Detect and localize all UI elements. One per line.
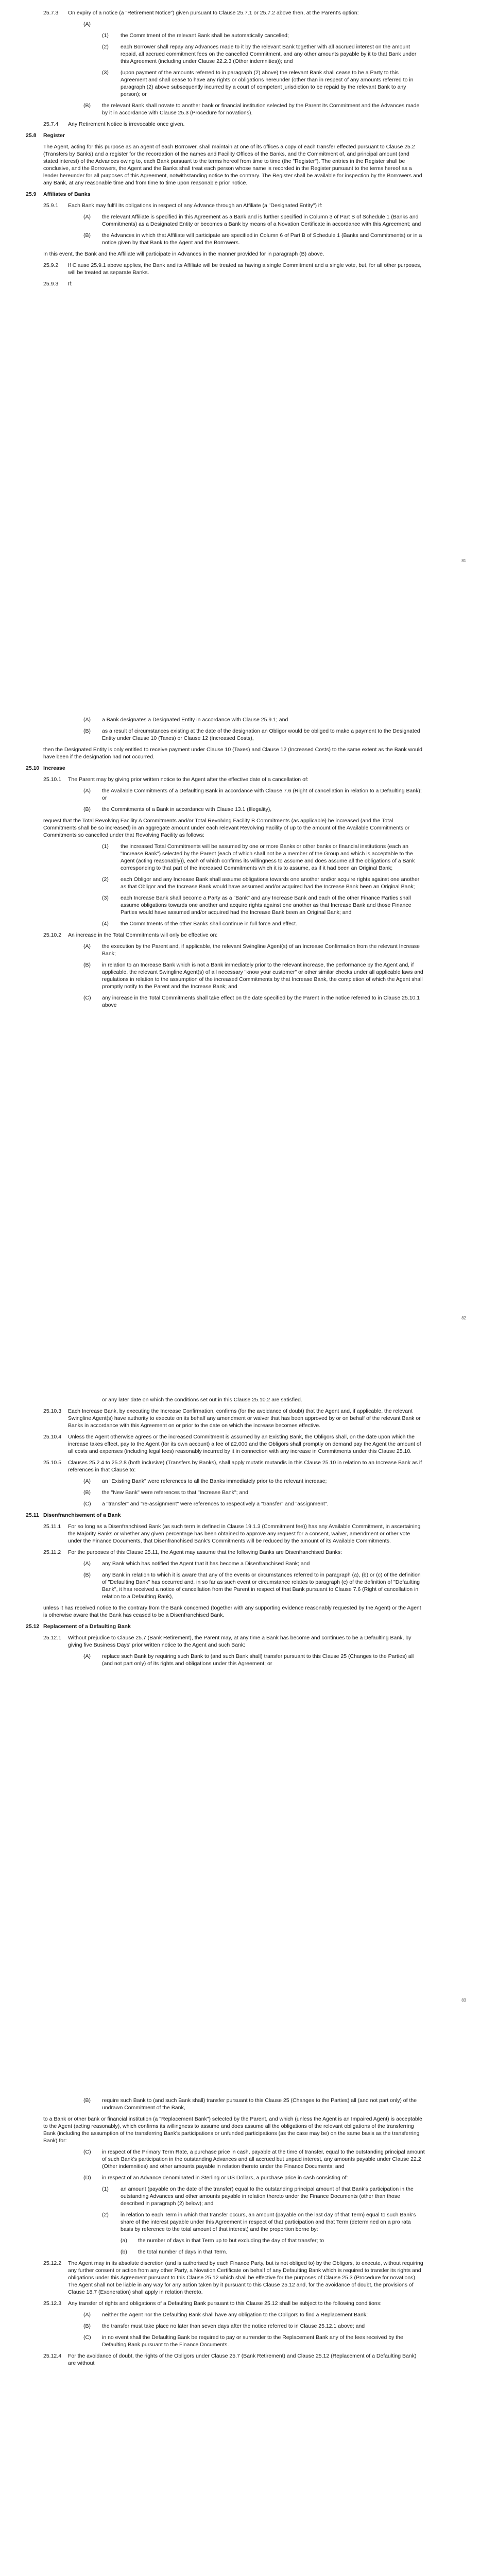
clause-item xyxy=(26,943,425,957)
page-number: 82 xyxy=(461,1316,466,1320)
clause-item xyxy=(26,787,425,802)
clause-number: 25.10.4 xyxy=(43,1434,62,1440)
clause-text: each Obligor and any Increase Bank shall assume obligations towards one another and/or acquire rights against one another as that Obligor and the Increase Bank would have assumed and/or acquired had the Increase Bank been an Original Bank; xyxy=(121,876,420,890)
clause-item xyxy=(26,121,425,128)
clause-text: the transfer must take place no later than seven days after the notice referred to in Clause 25.12.1 above; and xyxy=(102,2323,365,2329)
clause-text: each Borrower shall repay any Advances made to it by the relevant Bank together with all accrued interest on the amount repaid, all accrued commitment fees on the cancelled Commitment, and any other amounts payable by it to that Bank under this Agreement (including under Clause 22.2.3 (Other indemnities)); and xyxy=(121,44,417,64)
clause-number: (B) xyxy=(83,1572,91,1578)
page-body xyxy=(26,0,425,287)
clause-text: any Bank which has notified the Agent that it has become a Disenfranchised Bank; and xyxy=(102,1561,310,1567)
clause-text: the increased Total Commitments will be assumed by one or more Banks or other banks or financial institutions (each an "Increase Bank") selected by the Parent (each of which shall not be a member of the Group and which is acceptable to the Agent (acting reasonably)), each of which confirms its willingness to assume and does assume all the obligations of a Bank corresponding to that part of the increased Commitments which it is to assume, as if it had been an Original Bank; xyxy=(121,843,415,871)
clause-text: a Bank designates a Designated Entity in accordance with Clause 25.9.1; and xyxy=(102,717,288,723)
clause-text: any increase in the Total Commitments shall take effect on the date specified by the Parent in the notice referred to in Clause 25.10.1 above xyxy=(102,995,420,1008)
clause-item xyxy=(26,9,425,16)
page-body xyxy=(26,1391,425,1667)
clause-text: Without prejudice to Clause 25.7 (Bank Retirement), the Parent may, at any time a Bank has become and continues to be a Defaulting Bank, by giving five Business Days' prior written notice to the Agent and such Bank: xyxy=(68,1635,412,1648)
clause-number: (B) xyxy=(83,2323,91,2329)
clause-item xyxy=(26,1500,425,1507)
clause-text: in relation to an Increase Bank which is not a Bank immediately prior to the relevant increase, the performance by the Agent and, if applicable, the relevant Swingline Agent(s) of all necessary "know your customer" or other similar checks under all applicable laws and regulations in relation to the assumption of the increased Commitments by that Increase Bank, the completion of which the Agent shall promptly notify to the Parent and the Increase Bank; and xyxy=(102,962,423,990)
clause-number: 25.7.4 xyxy=(43,121,59,127)
page-number: 81 xyxy=(461,558,466,563)
clause-number: (C) xyxy=(83,995,91,1001)
clause-item xyxy=(26,2211,425,2233)
clause-item xyxy=(26,894,425,916)
clause-number xyxy=(83,1396,102,1403)
clause-text: Clauses 25.2.4 to 25.2.8 (both inclusive) (Transfers by Banks), shall apply mutatis mutandis in this Clause 25.10 in relation to an Increase Bank as if references in that Clause to: xyxy=(68,1460,422,1473)
clause-number: (B) xyxy=(83,103,91,109)
document-page-1 xyxy=(0,0,497,577)
clause-number: (B) xyxy=(83,728,91,734)
clause-number: (A) xyxy=(83,2312,91,2318)
clause-number: (b) xyxy=(121,2249,127,2255)
clause-item xyxy=(26,2311,425,2318)
clause-text: For so long as a Disenfranchised Bank (as such term is defined in Clause 19.1.3 (Commitment fee)) has any Available Commitment, in ascertaining the Majority Banks or whether any given percentage has been obtained to approve any request for a consent, waiver, amendment or other vote under the Finance Documents, that Disenfranchised Bank's Commitments will be reduced by the amount of its Available Commitments. xyxy=(68,1523,421,1544)
clause-heading xyxy=(26,765,425,772)
body-paragraph: In this event, the Bank and the Affiliate will participate in Advances in the manner provided for in paragraph (B) above. xyxy=(43,251,324,257)
clause-number: 25.12.1 xyxy=(43,1635,62,1641)
clause-text xyxy=(102,21,425,28)
clause-number: (B) xyxy=(83,2097,91,2104)
clause-text: (upon payment of the amounts referred to in paragraph (2) above) the relevant Bank shall cease to be a Party to this Agreement and shall cease to have any rights or obligations hereunder (other than in respect of any amounts referred to in paragraph (2) above subsequently incurred by a court of competent jurisdiction to be repaid by the relevant Bank to any person); or xyxy=(121,70,414,97)
clause-item xyxy=(26,213,425,228)
page-body xyxy=(26,2092,425,2367)
clause-text: as a result of circumstances existing at the date of the designation an Obligor would be obliged to make a payment to the Designated Entity under Clause 10 (Taxes) or Clause 12 (Increased Costs), xyxy=(102,728,420,741)
clause-item xyxy=(26,2352,425,2367)
clause-item xyxy=(26,2323,425,2330)
clause-text: Each Bank may fulfil its obligations in respect of any Advance through an Affiliate (a "Designated Entity") if: xyxy=(68,202,323,209)
clause-item xyxy=(26,1634,425,1649)
clause-text: Unless the Agent otherwise agrees or the increased Commitment is assumed by an Existing Bank, the Obligors shall, on the date upon which the increase takes effect, pay to the Agent (for its own account) a fee of £2,000 and the Obligors shall promptly on demand pay the Agent the amount of all costs and expenses (including legal fees) reasonably incurred by it in connection with any increase in Commitments under this Clause 25.10. xyxy=(68,1434,421,1454)
clause-number: (C) xyxy=(83,2149,91,2155)
clause-item xyxy=(26,1571,425,1600)
clause-text: the execution by the Parent and, if applicable, the relevant Swingline Agent(s) of an Increase Confirmation from the relevant Increase Bank; xyxy=(102,943,420,957)
body-paragraph: The Agent, acting for this purpose as an agent of each Borrower, shall maintain at one of its offices a copy of each transfer effected pursuant to Clause 25.2 (Transfers by Banks) and a register for the recordation of the names and Facility Offices of the Banks, and the Commitment of, and principal amount (and stated interest) of the Advances owing to, each Bank pursuant to the terms hereof from time to time (the "Register"). The entries in the Register shall be conclusive, and the Borrowers, the Agent and the Banks shall treat each person whose name is recorded in the Register pursuant to the terms hereof as a lender hereunder for all purposes of this Agreement, notwithstanding notice to the contrary. The Register shall be available for inspection by the Borrowers and any Bank, at any reasonable time and from time to time upon reasonable prior notice. xyxy=(43,144,422,186)
clause-title: Affiliates of Banks xyxy=(43,191,91,197)
clause-number: 25.8 xyxy=(26,132,37,139)
clause-title: Increase xyxy=(43,765,65,771)
clause-text: If Clause 25.9.1 above applies, the Bank and its Affiliate will be treated as having a single Commitment and a single vote, but, for all other purposes, will be treated as separate Banks. xyxy=(68,262,422,276)
clause-item xyxy=(26,202,425,209)
clause-text: in respect of the Primary Term Rate, a purchase price in cash, payable at the time of transfer, equal to the outstanding principal amount of such Bank's participation in the outstanding Advances and all accrued but unpaid interest, any amounts payable under Clause 22.2 (Other indemnities) and other amounts payable in relation thereto under the Finance Documents; and xyxy=(102,2149,425,2170)
clause-number: 25.12 xyxy=(26,1623,40,1630)
clause-text: the total number of days in that Term. xyxy=(138,2249,228,2255)
body-paragraph: unless it has received notice to the contrary from the Bank concerned (together with any supporting evidence reasonably requested by the Agent) or the Agent is otherwise aware that the Bank has ceased to be a Disenfranchised Bank. xyxy=(43,1605,421,1618)
clause-text: the Commitment of the relevant Bank shall be automatically cancelled; xyxy=(121,32,289,39)
clause-text: the number of days in that Term up to but excluding the day of that transfer; to xyxy=(138,2238,324,2244)
body-paragraph: request that the Total Revolving Facility A Commitments and/or Total Revolving Facility B Commitments (as applicable) be increased (and the Total Commitments shall be so increased) in an aggregate amount under each relevant Revolving Facility of up to the amount of the Available Commitments or Commitments so cancelled under that Revolving Facility as follows: xyxy=(43,818,410,838)
clause-item xyxy=(26,776,425,783)
clause-title: Disenfranchisement of a Bank xyxy=(43,1512,121,1518)
clause-text: in no event shall the Defaulting Bank be required to pay or surrender to the Replacement Bank any of the fees received by the Defaulting Bank pursuant to the Finance Documents. xyxy=(102,2334,403,2348)
clause-number: (2) xyxy=(102,876,109,883)
clause-text: the Advances in which that Affiliate will participate are specified in Column 6 of Part B of Schedule 1 (Banks and Commitments) or in a notice given by that Bank to the Agent and the Borrowers. xyxy=(102,232,422,246)
clause-text: an amount (payable on the date of the transfer) equal to the outstanding principal amount of that Bank's participation in the outstanding Advances and other amounts payable in relation thereto under the Finance Documents (other than those described in paragraph (2) below); and xyxy=(121,2186,414,2207)
clause-item xyxy=(26,876,425,890)
clause-text: Each Increase Bank, by executing the Increase Confirmation, confirms (for the avoidance of doubt) that the Agent and, if applicable, the relevant Swingline Agent(s) have authority to execute on its behalf any amendment or waiver that has been approved by or on behalf of the relevant Bank or Banks in accordance with this Agreement on or prior to the date on which the increase becomes effective. xyxy=(68,1408,421,1429)
clause-item xyxy=(26,32,425,39)
clause-item xyxy=(26,280,425,287)
clause-item xyxy=(26,2185,425,2207)
clause-number: (3) xyxy=(102,70,109,76)
clause-number: 25.11.1 xyxy=(43,1523,61,1530)
clause-text: the relevant Bank shall novate to another bank or financial institution selected by the Parent its Commitment and the Advances made by it in accordance with Clause 25.3 (Procedure for novations). xyxy=(102,103,420,116)
body-paragraph: then the Designated Entity is only entitled to receive payment under Clause 10 (Taxes) and Clause 12 (Increased Costs) to the same extent as the Bank would have been if the designation had not occurred. xyxy=(43,747,422,760)
clause-item xyxy=(26,1478,425,1485)
clause-heading xyxy=(26,1623,425,1630)
clause-item xyxy=(26,920,425,927)
clause-title: Register xyxy=(43,132,65,139)
clause-number: (B) xyxy=(83,962,91,968)
clause-number: (A) xyxy=(83,21,91,27)
clause-number: (A) xyxy=(83,1653,91,1659)
clause-text: For the purposes of this Clause 25.11, the Agent may assume that the following Banks are Disenfranchised Banks: xyxy=(68,1549,342,1555)
clause-title: Replacement of a Defaulting Bank xyxy=(43,1623,131,1630)
clause-text: neither the Agent nor the Defaulting Bank shall have any obligation to the Obligors to find a Replacement Bank; xyxy=(102,2312,368,2318)
clause-item xyxy=(26,2174,425,2181)
clause-item xyxy=(26,1459,425,1473)
clause-text: Any transfer of rights and obligations of a Defaulting Bank pursuant to this Clause 25.12 shall be subject to the following conditions: xyxy=(68,2300,382,2307)
clause-number: 25.9.2 xyxy=(43,262,59,268)
clause-number: 25.10.2 xyxy=(43,932,62,938)
clause-item xyxy=(26,69,425,98)
clause-item xyxy=(26,2334,425,2348)
clause-text: the relevant Affiliate is specified in this Agreement as a Bank and is further specified in Column 3 of Part B of Schedule 1 (Banks and Commitments) as a Designated Entity or becomes a Bank by means of a Novation Certificate in accordance with this Agreement; and xyxy=(102,214,421,227)
clause-item xyxy=(26,843,425,872)
clause-item xyxy=(26,262,425,276)
clause-text: the Available Commitments of a Defaulting Bank in accordance with Clause 7.6 (Right of cancellation in relation to a Defaulting Bank); or xyxy=(102,788,422,801)
clause-number: 25.9 xyxy=(26,191,37,197)
clause-item xyxy=(26,1489,425,1496)
clause-heading xyxy=(26,132,425,139)
clause-item xyxy=(26,1408,425,1429)
clause-number: 25.10.1 xyxy=(43,776,62,783)
clause-number: 25.12.3 xyxy=(43,2300,62,2307)
clause-number: (A) xyxy=(83,943,91,950)
clause-number: (B) xyxy=(83,1489,91,1496)
clause-number: 25.12.4 xyxy=(43,2353,62,2359)
clause-number: (C) xyxy=(83,1501,91,1507)
clause-heading xyxy=(26,1512,425,1519)
clause-number: (3) xyxy=(102,895,109,901)
clause-item xyxy=(26,806,425,813)
clause-number: (1) xyxy=(102,2186,109,2192)
clause-number: (1) xyxy=(102,32,109,39)
clause-text: replace such Bank by requiring such Bank to (and such Bank shall) transfer pursuant to this Clause 25 (Changes to the Parties) all (and not part only) of its rights and obligations under this Agreement; or xyxy=(102,1653,414,1667)
page-number: 83 xyxy=(461,1998,466,2003)
clause-text: an "Existing Bank" were references to all the Banks immediately prior to the relevant increase; xyxy=(102,1478,327,1484)
clause-item xyxy=(26,1653,425,1667)
clause-item xyxy=(26,2097,425,2111)
clause-item xyxy=(26,21,425,28)
page-body xyxy=(26,711,425,1009)
clause-item xyxy=(26,2148,425,2170)
clause-item xyxy=(26,2237,425,2244)
document-page-3 xyxy=(0,1391,497,2009)
clause-number: 25.11.2 xyxy=(43,1549,61,1555)
clause-text: For the avoidance of doubt, the rights of the Obligors under Clause 25.7 (Bank Retirement) and Clause 25.12 (Replacement of a Defaulting Bank) are without xyxy=(68,2353,417,2366)
clause-item xyxy=(26,43,425,65)
clause-item xyxy=(26,716,425,723)
document-page-4 xyxy=(0,2092,497,2576)
clause-number: (B) xyxy=(83,806,91,812)
clause-number: 25.9.1 xyxy=(43,202,59,209)
clause-number: (a) xyxy=(121,2238,127,2244)
clause-text: The Agent may in its absolute discretion (and is authorised by each Finance Party, but is not obliged to) by the Obligors, to execute, without requiring any further consent or action from any other Party, a Novation Certificate on behalf of any Defaulting Bank which is required to transfer its rights and obligations under this Agreement pursuant to this Clause 25.12 which shall be effective for the purposes of Clause 25.3 (Procedure for novations). The Agent shall not be liable in any way for any action taken by it pursuant to this Clause 25.12 and, for the avoidance of doubt, the provisions of Clause 18.7 (Exoneration) shall apply in relation thereto. xyxy=(68,2260,423,2295)
clause-item xyxy=(26,1396,425,1403)
clause-text: An increase in the Total Commitments will only be effective on: xyxy=(68,932,218,938)
clause-text: If: xyxy=(68,281,73,287)
clause-number: 25.12.2 xyxy=(43,2260,62,2266)
clause-number: (4) xyxy=(102,921,109,927)
clause-text: the Commitments of the other Banks shall continue in full force and effect. xyxy=(121,921,297,927)
clause-number: 25.11 xyxy=(26,1512,39,1518)
clause-text: or any later date on which the conditions set out in this Clause 25.10.2 are satisfied. xyxy=(102,1397,302,1403)
clause-item xyxy=(26,2300,425,2307)
clause-text: any Bank in relation to which it is aware that any of the events or circumstances referred to in paragraph (a), (b) or (c) of the definition of "Defaulting Bank" has occurred and, in so far as such event or circumstance relates to paragraph (c) of the definition of "Defaulting Bank", it has received a notice of cancellation from the Parent in respect of that Bank pursuant to Clause 7.6 (Right of cancellation in relation to a Defaulting Bank), xyxy=(102,1572,421,1600)
clause-number: 25.10 xyxy=(26,765,40,771)
clause-number: 25.7.3 xyxy=(43,10,59,16)
clause-number: 25.10.5 xyxy=(43,1460,62,1466)
clause-number: (A) xyxy=(83,717,91,723)
clause-number: (A) xyxy=(83,788,91,794)
clause-number: (2) xyxy=(102,44,109,50)
clause-text: require such Bank to (and such Bank shall) transfer pursuant to this Clause 25 (Changes to the Parties) all (and not part only) of the undrawn Commitment of the Bank, xyxy=(102,2097,417,2111)
clause-text: The Parent may by giving prior written notice to the Agent after the effective date of a cancellation of: xyxy=(68,776,309,783)
clause-item xyxy=(26,1433,425,1455)
clause-item xyxy=(26,1560,425,1567)
clause-item xyxy=(26,931,425,939)
clause-item xyxy=(26,994,425,1009)
clause-item xyxy=(26,2260,425,2296)
clause-item xyxy=(26,1549,425,1556)
clause-number: (1) xyxy=(102,843,109,850)
document-page-2 xyxy=(0,711,497,1329)
clause-heading xyxy=(26,191,425,198)
clause-number: (B) xyxy=(83,232,91,239)
clause-text: On expiry of a notice (a "Retirement Notice") given pursuant to Clause 25.7.1 or 25.7.2 above then, at the Parent's option: xyxy=(68,10,359,16)
clause-item xyxy=(26,1523,425,1545)
clause-number: (2) xyxy=(102,2212,109,2218)
clause-text: Any Retirement Notice is irrevocable once given. xyxy=(68,121,185,127)
clause-item xyxy=(26,2248,425,2256)
body-paragraph: to a Bank or other bank or financial institution (a "Replacement Bank") selected by the Parent, and which (unless the Agent is an Impaired Agent) is acceptable to the Agent (acting reasonably), which confirms its willingness to assume and does assume all the obligations of the relevant obligations of the transferring Bank (including the assumption of the transferring Bank's participations or unfunded participations (as the case may be) on the same basis as the transferring Bank) for: xyxy=(43,2116,422,2144)
clause-text: a "transfer" and "re-assignment" were references to respectively a "transfer" and "assignment". xyxy=(102,1501,329,1507)
clause-text: in relation to each Term in which that transfer occurs, an amount (payable on the last day of that Term) equal to such Bank's share of the interest payable under this Agreement in respect of that participation and that Term (determined on a pro rata basis by reference to the total amount of that interest) and the proportion borne by: xyxy=(121,2212,416,2232)
clause-number: (A) xyxy=(83,214,91,220)
clause-text: the "New Bank" were references to that "Increase Bank"; and xyxy=(102,1489,248,1496)
clause-number: (C) xyxy=(83,2334,91,2341)
clause-number: (D) xyxy=(83,2175,91,2181)
clause-number: 25.9.3 xyxy=(43,281,59,287)
clause-number: (A) xyxy=(83,1478,91,1484)
clause-text: the Commitments of a Bank in accordance with Clause 13.1 (Illegality), xyxy=(102,806,272,812)
clause-number: 25.10.3 xyxy=(43,1408,62,1414)
clause-text: each Increase Bank shall become a Party as a "Bank" and any Increase Bank and each of the other Finance Parties shall assume obligations towards one another and acquire rights against one another as that Increase Bank and those Finance Parties would have assumed and/or acquired had the Increase Bank been an Original Bank; and xyxy=(121,895,412,916)
clause-item xyxy=(26,102,425,116)
clause-item xyxy=(26,961,425,990)
clause-item xyxy=(26,727,425,742)
clause-item xyxy=(26,232,425,246)
clause-number: (A) xyxy=(83,1561,91,1567)
clause-text: in respect of an Advance denominated in Sterling or US Dollars, a purchase price in cash consisting of: xyxy=(102,2175,348,2181)
